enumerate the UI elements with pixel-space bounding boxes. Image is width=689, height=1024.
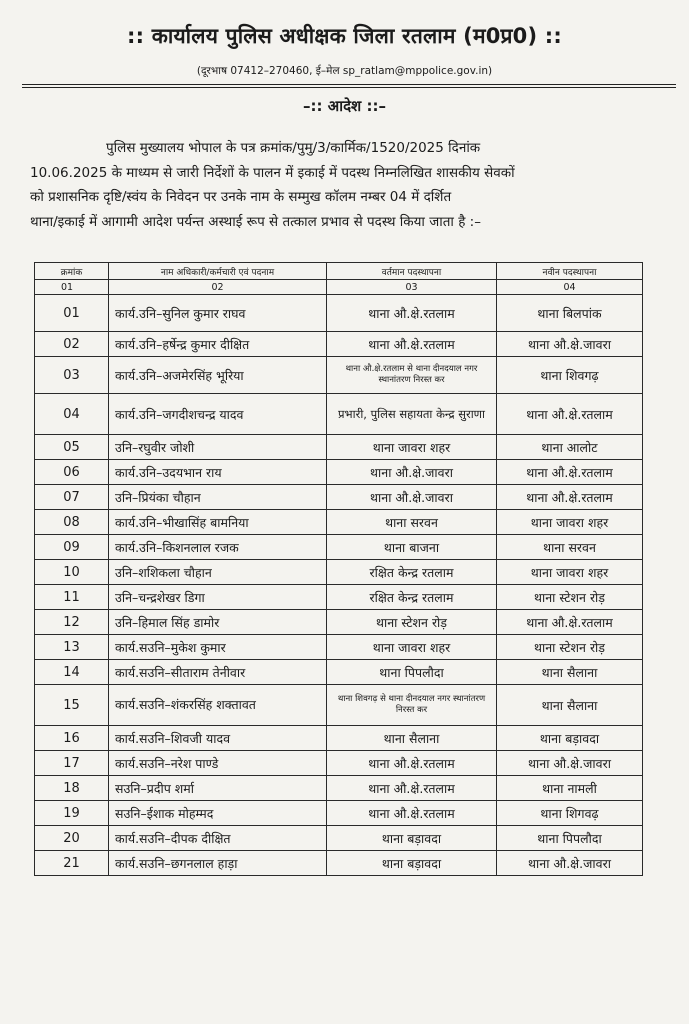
serial-number: 15 bbox=[35, 685, 109, 726]
officer-name: उनि–हिमाल सिंह डामोर bbox=[109, 610, 327, 635]
table-row bbox=[35, 535, 643, 560]
serial-number: 03 bbox=[35, 357, 109, 394]
new-posting: थाना पिपलौदा bbox=[497, 826, 643, 851]
table-row bbox=[35, 485, 643, 510]
serial-number: 17 bbox=[35, 751, 109, 776]
current-posting: थाना औ.क्षे.रतलाम से थाना दीनदयाल नगर स्थानांतरण निरस्त कर bbox=[327, 357, 497, 394]
order-heading: –:: आदेश ::– bbox=[303, 97, 386, 115]
new-posting: थाना जावरा शहर bbox=[497, 560, 643, 585]
transfer-table bbox=[34, 262, 643, 876]
current-posting: थाना औ.क्षे.रतलाम bbox=[327, 776, 497, 801]
serial-number: 19 bbox=[35, 801, 109, 826]
current-posting: थाना सरवन bbox=[327, 510, 497, 535]
table-row bbox=[35, 801, 643, 826]
header-current-posting: वर्तमान पदस्थापना bbox=[327, 263, 497, 280]
new-posting: थाना औ.क्षे.जावरा bbox=[497, 851, 643, 876]
new-posting: थाना औ.क्षे.रतलाम bbox=[497, 460, 643, 485]
column-number: 03 bbox=[327, 280, 497, 295]
intro-line: 10.06.2025 के माध्यम से जारी निर्देशों के पालन में इकाई में पदस्थ निम्नलिखित शासकीय सेवकों bbox=[30, 164, 515, 181]
officer-name: कार्य.सउनि–दीपक दीक्षित bbox=[109, 826, 327, 851]
officer-name: कार्य.उनि–किशनलाल रजक bbox=[109, 535, 327, 560]
header-new-posting: नवीन पदस्थापना bbox=[497, 263, 643, 280]
table-row bbox=[35, 295, 643, 332]
officer-name: कार्य.उनि–जगदीशचन्द्र यादव bbox=[109, 394, 327, 435]
column-number: 01 bbox=[35, 280, 109, 295]
table-row bbox=[35, 826, 643, 851]
officer-name: कार्य.सउनि–शंकरसिंह शक्तावत bbox=[109, 685, 327, 726]
officer-name: कार्य.उनि–भीखासिंह बामनिया bbox=[109, 510, 327, 535]
header-divider bbox=[22, 84, 676, 85]
current-posting: थाना सैलाना bbox=[327, 726, 497, 751]
serial-number: 06 bbox=[35, 460, 109, 485]
new-posting: थाना औ.क्षे.रतलाम bbox=[497, 610, 643, 635]
current-posting: थाना औ.क्षे.रतलाम bbox=[327, 801, 497, 826]
officer-name: उनि–चन्द्रशेखर डिगा bbox=[109, 585, 327, 610]
officer-name: उनि–शशिकला चौहान bbox=[109, 560, 327, 585]
new-posting: थाना आलोट bbox=[497, 435, 643, 460]
contact-line: (दूरभाष 07412–270460, ई–मेल sp_ratlam@mppolice.gov.in) bbox=[196, 65, 493, 77]
office-title: :: कार्यालय पुलिस अधीक्षक जिला रतलाम (म0प्र0) :: bbox=[127, 24, 562, 48]
table-row bbox=[35, 751, 643, 776]
officer-name: कार्य.सउनि–छगनलाल हाड़ा bbox=[109, 851, 327, 876]
current-posting: रक्षित केन्द्र रतलाम bbox=[327, 585, 497, 610]
serial-number: 08 bbox=[35, 510, 109, 535]
new-posting: थाना शिगवढ़ bbox=[497, 801, 643, 826]
current-posting: थाना बड़ावदा bbox=[327, 851, 497, 876]
table-row bbox=[35, 726, 643, 751]
officer-name: कार्य.उनि–अजमेरसिंह भूरिया bbox=[109, 357, 327, 394]
serial-number: 14 bbox=[35, 660, 109, 685]
serial-number: 04 bbox=[35, 394, 109, 435]
table-row bbox=[35, 685, 643, 726]
serial-number: 02 bbox=[35, 332, 109, 357]
current-posting: थाना औ.क्षे.रतलाम bbox=[327, 295, 497, 332]
current-posting: प्रभारी, पुलिस सहायता केन्द्र सुराणा bbox=[327, 394, 497, 435]
table-row bbox=[35, 394, 643, 435]
column-number: 02 bbox=[109, 280, 327, 295]
table-row bbox=[35, 435, 643, 460]
current-posting: थाना बाजना bbox=[327, 535, 497, 560]
order-intro-paragraph bbox=[30, 136, 662, 234]
header-sno: क्रमांक bbox=[35, 263, 109, 280]
current-posting: रक्षित केन्द्र रतलाम bbox=[327, 560, 497, 585]
current-posting: थाना बड़ावदा bbox=[327, 826, 497, 851]
table-row bbox=[35, 332, 643, 357]
new-posting: थाना औ.क्षे.जावरा bbox=[497, 332, 643, 357]
current-posting: थाना जावरा शहर bbox=[327, 635, 497, 660]
new-posting: थाना औ.क्षे.जावरा bbox=[497, 751, 643, 776]
current-posting: थाना औ.क्षे.रतलाम bbox=[327, 751, 497, 776]
new-posting: थाना नामली bbox=[497, 776, 643, 801]
officer-name: सउनि–प्रदीप शर्मा bbox=[109, 776, 327, 801]
serial-number: 16 bbox=[35, 726, 109, 751]
new-posting: थाना बड़ावदा bbox=[497, 726, 643, 751]
serial-number: 12 bbox=[35, 610, 109, 635]
table-row bbox=[35, 776, 643, 801]
new-posting: थाना स्टेशन रोड़ bbox=[497, 635, 643, 660]
current-posting: थाना स्टेशन रोड़ bbox=[327, 610, 497, 635]
officer-name: सउनि–ईशाक मोहम्मद bbox=[109, 801, 327, 826]
current-posting: थाना औ.क्षे.जावरा bbox=[327, 485, 497, 510]
officer-name: कार्य.उनि–सुनिल कुमार राघव bbox=[109, 295, 327, 332]
officer-name: कार्य.उनि–उदयभान राय bbox=[109, 460, 327, 485]
intro-line: थाना/इकाई में आगामी आदेश पर्यन्त अस्थाई रूप से तत्काल प्रभाव से पदस्थ किया जाता है :– bbox=[30, 213, 481, 230]
new-posting: थाना शिवगढ़ bbox=[497, 357, 643, 394]
intro-line: को प्रशासनिक दृष्टि/स्वंय के निवेदन पर उनके नाम के सम्मुख कॉलम नम्बर 04 में दर्शित bbox=[30, 189, 452, 205]
table-row bbox=[35, 660, 643, 685]
new-posting: थाना सरवन bbox=[497, 535, 643, 560]
column-number: 04 bbox=[497, 280, 643, 295]
column-number-row bbox=[35, 280, 643, 295]
officer-name: उनि–प्रियंका चौहान bbox=[109, 485, 327, 510]
table-row bbox=[35, 460, 643, 485]
current-posting: थाना पिपलौदा bbox=[327, 660, 497, 685]
serial-number: 18 bbox=[35, 776, 109, 801]
intro-line: पुलिस मुख्यालय भोपाल के पत्र क्रमांक/पुमु/3/कार्मिक/1520/2025 दिनांक bbox=[106, 140, 481, 156]
table-row bbox=[35, 560, 643, 585]
serial-number: 21 bbox=[35, 851, 109, 876]
table-header-row bbox=[35, 263, 643, 280]
officer-name: कार्य.सउनि–सीताराम तेनीवार bbox=[109, 660, 327, 685]
table-row bbox=[35, 851, 643, 876]
serial-number: 01 bbox=[35, 295, 109, 332]
officer-name: कार्य.सउनि–मुकेश कुमार bbox=[109, 635, 327, 660]
new-posting: थाना जावरा शहर bbox=[497, 510, 643, 535]
current-posting: थाना जावरा शहर bbox=[327, 435, 497, 460]
new-posting: थाना बिलपांक bbox=[497, 295, 643, 332]
header-name: नाम अधिकारी/कर्मचारी एवं पदनाम bbox=[109, 263, 327, 280]
new-posting: थाना सैलाना bbox=[497, 660, 643, 685]
serial-number: 07 bbox=[35, 485, 109, 510]
table-row bbox=[35, 610, 643, 635]
serial-number: 10 bbox=[35, 560, 109, 585]
table-row bbox=[35, 357, 643, 394]
officer-name: उनि–रघुवीर जोशी bbox=[109, 435, 327, 460]
table-row bbox=[35, 510, 643, 535]
officer-name: कार्य.सउनि–नरेश पाण्डे bbox=[109, 751, 327, 776]
officer-name: कार्य.उनि–हर्षेन्द्र कुमार दीक्षित bbox=[109, 332, 327, 357]
serial-number: 13 bbox=[35, 635, 109, 660]
new-posting: थाना सैलाना bbox=[497, 685, 643, 726]
table-row bbox=[35, 635, 643, 660]
serial-number: 05 bbox=[35, 435, 109, 460]
new-posting: थाना औ.क्षे.रतलाम bbox=[497, 485, 643, 510]
serial-number: 09 bbox=[35, 535, 109, 560]
table-row bbox=[35, 585, 643, 610]
header-divider-second bbox=[22, 87, 676, 88]
current-posting: थाना औ.क्षे.रतलाम bbox=[327, 332, 497, 357]
new-posting: थाना औ.क्षे.रतलाम bbox=[497, 394, 643, 435]
serial-number: 20 bbox=[35, 826, 109, 851]
officer-name: कार्य.सउनि–शिवजी यादव bbox=[109, 726, 327, 751]
current-posting: थाना औ.क्षे.जावरा bbox=[327, 460, 497, 485]
new-posting: थाना स्टेशन रोड़ bbox=[497, 585, 643, 610]
serial-number: 11 bbox=[35, 585, 109, 610]
current-posting: थाना शिवगढ़ से थाना दीनदयाल नगर स्थानांतरण निरस्त कर bbox=[327, 685, 497, 726]
